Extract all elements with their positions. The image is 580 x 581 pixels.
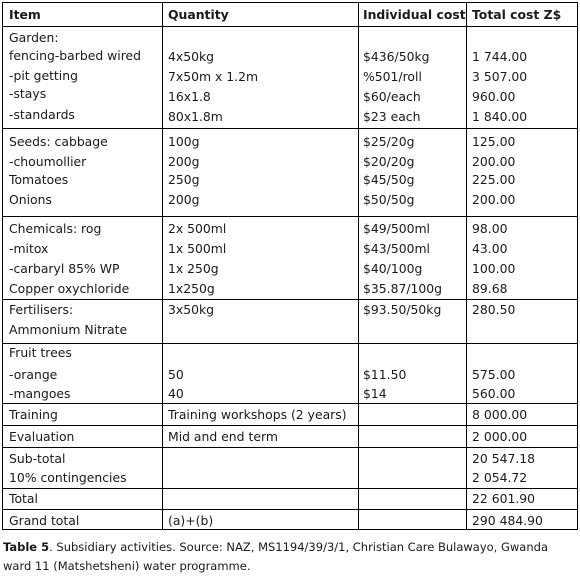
- individual-cost-cell: [363, 404, 463, 425]
- item-cell: [9, 448, 159, 488]
- individual-cost-cell: [363, 510, 463, 529]
- quantity-cell: [168, 344, 358, 403]
- item-line: -standards: [9, 107, 75, 122]
- individual-cost-line: $93.50/50kg: [363, 302, 442, 317]
- item-line: Tomatoes: [9, 172, 69, 187]
- total-cost-cell: [472, 489, 576, 509]
- quantity-line: 40: [168, 386, 184, 401]
- individual-cost-line: $45/50g: [363, 172, 415, 187]
- total-cost-line: 1 840.00: [472, 109, 528, 124]
- individual-cost-cell: [363, 426, 463, 447]
- table-row: [2, 509, 578, 530]
- individual-cost-line: $14: [363, 386, 387, 401]
- quantity-line: (a)+(b): [168, 513, 214, 528]
- quantity-line: 80x1.8m: [168, 109, 223, 124]
- item-line: Sub-total: [9, 451, 66, 466]
- individual-cost-line: $60/each: [363, 89, 421, 104]
- item-line: Fruit trees: [9, 345, 72, 360]
- item-line: Garden:: [9, 30, 59, 45]
- subsidiary-activities-table: [2, 2, 578, 530]
- individual-cost-line: $23 each: [363, 109, 421, 124]
- item-cell: [9, 27, 159, 128]
- quantity-cell: [168, 510, 358, 529]
- table-row: [2, 425, 578, 447]
- item-line: Evaluation: [9, 429, 75, 444]
- total-cost-line: 2 000.00: [472, 429, 528, 444]
- individual-cost-cell: [363, 344, 463, 403]
- quantity-cell: [168, 27, 358, 128]
- quantity-cell: [168, 489, 358, 509]
- item-line: -stays: [9, 86, 47, 101]
- table-row: [2, 299, 578, 343]
- total-cost-cell: [472, 448, 576, 488]
- table-header-row: [2, 2, 578, 26]
- total-cost-line: 575.00: [472, 367, 516, 382]
- table-row: [2, 488, 578, 509]
- quantity-line: 100g: [168, 134, 200, 149]
- item-line: Onions: [9, 192, 52, 207]
- individual-cost-line: $43/500ml: [363, 241, 430, 256]
- table-row: [2, 128, 578, 216]
- quantity-line: 50: [168, 367, 184, 382]
- header-individual-cost: Individual cost: [363, 7, 466, 22]
- item-line: Grand total: [9, 513, 80, 528]
- quantity-line: 250g: [168, 172, 200, 187]
- item-line: -mangoes: [9, 386, 71, 401]
- table-row: [2, 343, 578, 403]
- total-cost-line: 20 547.18: [472, 451, 536, 466]
- quantity-line: Mid and end term: [168, 429, 278, 444]
- quantity-cell: [168, 217, 358, 299]
- total-cost-line: 3 507.00: [472, 69, 528, 84]
- table-caption: [3, 538, 577, 576]
- table-row: [2, 403, 578, 425]
- item-line: -mitox: [9, 241, 49, 256]
- total-cost-line: 89.68: [472, 281, 508, 296]
- item-line: 10% contingencies: [9, 470, 127, 485]
- individual-cost-line: $436/50kg: [363, 49, 430, 64]
- quantity-cell: [168, 448, 358, 488]
- individual-cost-line: $20/20g: [363, 154, 415, 169]
- individual-cost-cell: [363, 27, 463, 128]
- item-line: Fertilisers:: [9, 302, 74, 317]
- total-cost-line: 200.00: [472, 192, 516, 207]
- quantity-line: 2x 500ml: [168, 221, 227, 236]
- individual-cost-line: %501/roll: [363, 69, 422, 84]
- item-cell: [9, 300, 159, 343]
- total-cost-cell: [472, 344, 576, 403]
- total-cost-line: 225.00: [472, 172, 516, 187]
- item-cell: [9, 510, 159, 529]
- table-row: [2, 216, 578, 299]
- quantity-line: 3x50kg: [168, 302, 215, 317]
- total-cost-cell: [472, 27, 576, 128]
- total-cost-line: 290 484.90: [472, 513, 543, 528]
- header-quantity: Quantity: [168, 7, 229, 22]
- individual-cost-line: $50/50g: [363, 192, 415, 207]
- item-line: Training: [9, 407, 58, 422]
- individual-cost-line: $49/500ml: [363, 221, 430, 236]
- quantity-cell: [168, 300, 358, 343]
- total-cost-line: 200.00: [472, 154, 516, 169]
- total-cost-cell: [472, 129, 576, 216]
- table-row: [2, 447, 578, 488]
- total-cost-line: 2 054.72: [472, 470, 528, 485]
- item-line: Chemicals: rog: [9, 221, 102, 236]
- item-line: Total: [9, 491, 38, 506]
- item-line: Copper oxychloride: [9, 281, 130, 296]
- individual-cost-cell: [363, 129, 463, 216]
- total-cost-line: 22 601.90: [472, 491, 536, 506]
- header-total-cost: Total cost Z$: [472, 7, 562, 22]
- quantity-line: 16x1.8: [168, 89, 211, 104]
- quantity-line: 200g: [168, 192, 200, 207]
- item-line: -pit getting: [9, 68, 78, 83]
- total-cost-cell: [472, 404, 576, 425]
- header-item: Item: [9, 7, 41, 22]
- total-cost-line: 125.00: [472, 134, 516, 149]
- individual-cost-cell: [363, 300, 463, 343]
- individual-cost-line: $35.87/100g: [363, 281, 443, 296]
- quantity-line: 7x50m x 1.2m: [168, 69, 259, 84]
- item-line: Seeds: cabbage: [9, 134, 108, 149]
- individual-cost-cell: [363, 448, 463, 488]
- item-cell: [9, 217, 159, 299]
- quantity-line: 4x50kg: [168, 49, 215, 64]
- item-line: -carbaryl 85% WP: [9, 261, 120, 276]
- individual-cost-cell: [363, 217, 463, 299]
- quantity-cell: [168, 404, 358, 425]
- caption-text: . Subsidiary activities. Source: NAZ, MS1194/39/3/1, Christian Care Bulawayo, Gwanda ward 11 (Matshetsheni) water programme.: [3, 540, 548, 573]
- item-cell: [9, 344, 159, 403]
- quantity-line: 1x250g: [168, 281, 215, 296]
- quantity-line: 1x 500ml: [168, 241, 227, 256]
- table-row: [2, 26, 578, 128]
- total-cost-line: 100.00: [472, 261, 516, 276]
- total-cost-line: 560.00: [472, 386, 516, 401]
- item-cell: [9, 404, 159, 425]
- item-cell: [9, 426, 159, 447]
- item-line: Ammonium Nitrate: [9, 322, 128, 337]
- total-cost-cell: [472, 426, 576, 447]
- total-cost-cell: [472, 510, 576, 529]
- quantity-line: 1x 250g: [168, 261, 219, 276]
- individual-cost-line: $25/20g: [363, 134, 415, 149]
- quantity-line: Training workshops (2 years): [168, 407, 347, 422]
- total-cost-line: 43.00: [472, 241, 508, 256]
- caption-label: Table 5: [3, 540, 50, 554]
- total-cost-line: 8 000.00: [472, 407, 528, 422]
- total-cost-line: 1 744.00: [472, 49, 528, 64]
- item-cell: [9, 129, 159, 216]
- item-line: fencing-barbed wired: [9, 48, 142, 63]
- individual-cost-cell: [363, 489, 463, 509]
- item-cell: [9, 489, 159, 509]
- total-cost-line: 960.00: [472, 89, 516, 104]
- item-line: -choumollier: [9, 154, 87, 169]
- quantity-line: 200g: [168, 154, 200, 169]
- individual-cost-line: $11.50: [363, 367, 407, 382]
- total-cost-line: 98.00: [472, 221, 508, 236]
- quantity-cell: [168, 426, 358, 447]
- individual-cost-line: $40/100g: [363, 261, 423, 276]
- total-cost-cell: [472, 300, 576, 343]
- total-cost-cell: [472, 217, 576, 299]
- total-cost-line: 280.50: [472, 302, 516, 317]
- quantity-cell: [168, 129, 358, 216]
- item-line: -orange: [9, 367, 58, 382]
